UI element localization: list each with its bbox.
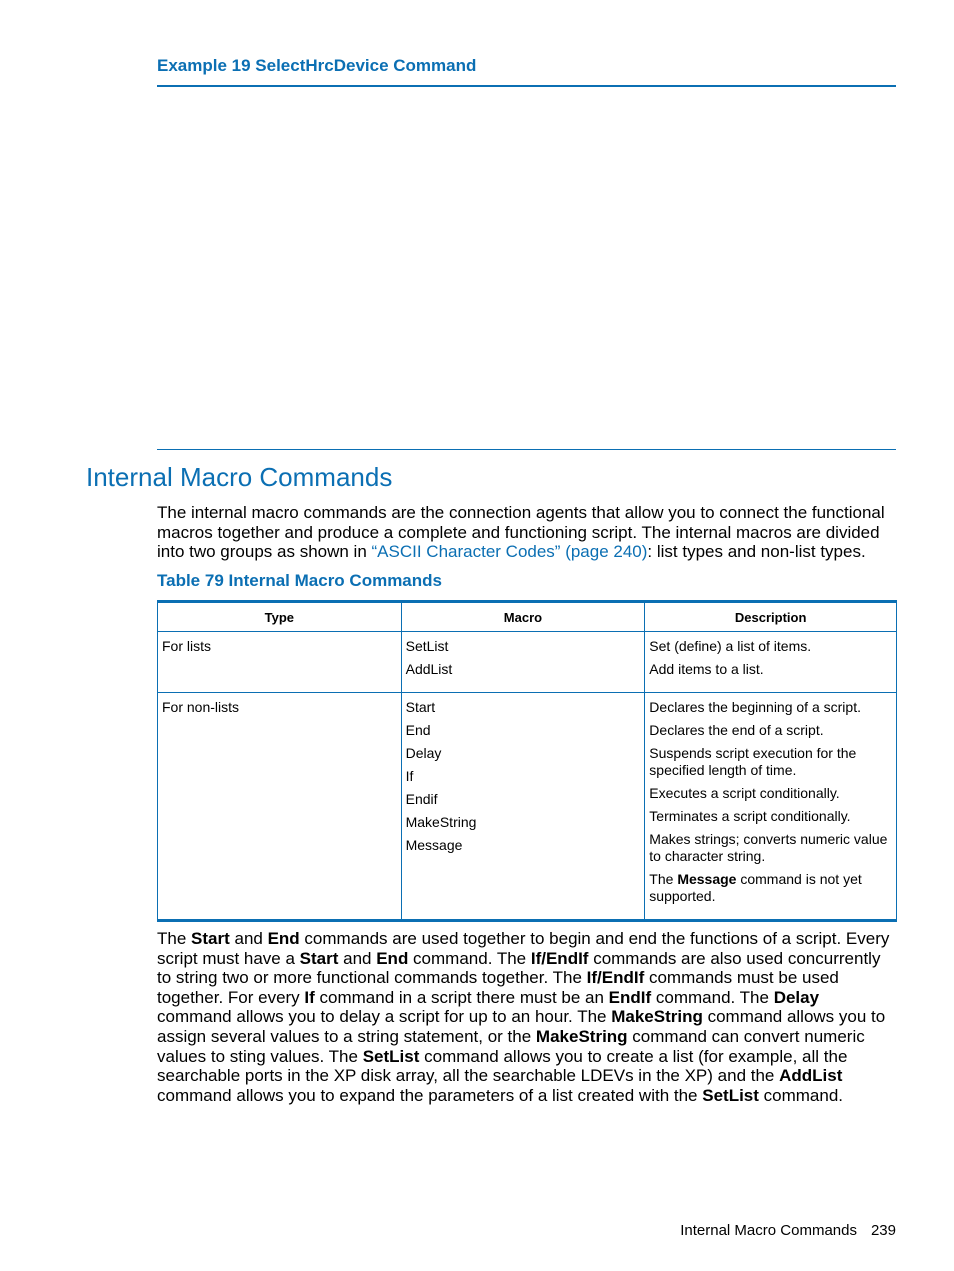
macro-cell	[401, 632, 645, 693]
intro-text: The internal macro commands are the connection agents that allow you to connect the functional macros together and produce a complete and functioning script. The internal macros are divided into two groups as shown in	[157, 503, 885, 562]
description-text: Add items to a list.	[649, 661, 764, 677]
body-bold-term: EndIf	[608, 987, 652, 1007]
macro-name: Start	[405, 699, 436, 715]
example-top-rule	[157, 85, 896, 87]
body-text: command in a script there must be an	[314, 987, 609, 1007]
header-description: Description	[645, 602, 897, 632]
table-title: Table 79 Internal Macro Commands	[157, 571, 442, 590]
desc-bold-term: Message	[677, 871, 737, 887]
body-paragraph	[157, 929, 897, 1105]
description-text: Terminates a script conditionally.	[649, 808, 851, 824]
section-divider	[157, 449, 896, 450]
body-bold-term: If/EndIf	[586, 968, 645, 988]
macro-name: SetList	[405, 638, 449, 654]
body-bold-term: MakeString	[611, 1007, 703, 1027]
body-bold-term: If/EndIf	[530, 948, 589, 968]
type-cell: For non-lists	[158, 693, 402, 921]
macro-name: End	[405, 722, 431, 738]
header-type: Type	[158, 602, 402, 632]
body-text: command.	[758, 1085, 844, 1105]
body-bold-term: Delay	[773, 987, 820, 1007]
body-bold-term: SetList	[702, 1085, 759, 1105]
ascii-codes-link[interactable]: “ASCII Character Codes” (page 240)	[371, 542, 648, 562]
macro-name: AddList	[405, 661, 453, 677]
description-text: Executes a script conditionally.	[649, 785, 840, 801]
desc-text: command is not yet supported.	[649, 871, 862, 904]
description-text: Suspends script execution for the specified length of time.	[649, 745, 857, 778]
description-cell	[645, 632, 897, 693]
description-text	[649, 871, 892, 905]
description-text: Declares the end of a script.	[649, 722, 824, 738]
body-text: command. The	[408, 948, 531, 968]
body-text: command. The	[651, 987, 774, 1007]
macro-name: Message	[405, 837, 463, 853]
body-bold-term: End	[267, 929, 300, 948]
body-text: commands are also used concurrently to string two or more functional commands together. The	[157, 948, 881, 988]
description-text: Declares the beginning of a script.	[649, 699, 861, 715]
page-number: 239	[870, 1222, 896, 1239]
body-bold-term: If	[304, 987, 315, 1007]
intro-paragraph	[157, 503, 897, 562]
example-title: Example 19 SelectHrcDevice Command	[157, 56, 477, 75]
table-row	[158, 693, 897, 921]
body-bold-term: End	[376, 948, 409, 968]
footer-section: Internal Macro Commands	[680, 1222, 857, 1239]
body-text: command allows you to create a list (for example, all the searchable ports in the XP disk array, all the searchable LDEVs in the XP) and the	[157, 1046, 848, 1086]
macro-name: Delay	[405, 745, 442, 761]
page-footer	[680, 1222, 896, 1239]
macro-cell	[401, 693, 645, 921]
intro-text-end: : list types and non-list types.	[647, 542, 866, 562]
body-text: command can convert numeric values to sting values. The	[157, 1026, 865, 1066]
body-bold-term: MakeString	[535, 1026, 628, 1046]
macro-name: Endif	[405, 791, 438, 807]
body-text: command allows you to delay a script for up to an hour. The	[157, 1007, 612, 1027]
body-text: and	[229, 929, 268, 948]
body-bold-term: Start	[299, 948, 339, 968]
macro-table	[157, 600, 897, 922]
macro-name: MakeString	[405, 814, 477, 830]
macro-name: If	[405, 768, 414, 784]
type-cell: For lists	[158, 632, 402, 693]
desc-text: The	[649, 871, 678, 887]
body-text: command allows you to expand the parameters of a list created with the	[157, 1085, 703, 1105]
section-title: Internal Macro Commands	[86, 462, 393, 492]
table-row	[158, 632, 897, 693]
body-bold-term: Start	[191, 929, 230, 948]
table-header-row	[158, 602, 897, 632]
description-text: Makes strings; converts numeric value to character string.	[649, 831, 888, 864]
body-bold-term: AddList	[779, 1066, 843, 1086]
body-text: commands must be used together. For every	[157, 968, 839, 1007]
body-bold-term: SetList	[362, 1046, 420, 1066]
body-text: The	[157, 929, 192, 948]
description-cell	[645, 693, 897, 921]
description-text: Set (define) a list of items.	[649, 638, 812, 654]
body-text: commands are used together to begin and end the functions of a script. Every script must have a	[157, 929, 890, 968]
header-macro: Macro	[401, 602, 645, 632]
body-text: command allows you to assign several values to a string statement, or the	[157, 1007, 886, 1046]
body-text: and	[338, 948, 377, 968]
